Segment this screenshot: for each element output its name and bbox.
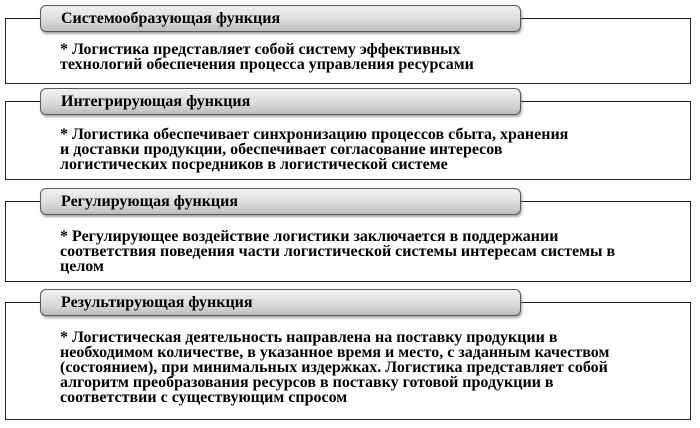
function-title-integrating: Интегрирующая функция	[40, 88, 521, 115]
function-description-system-forming: * Логистика представляет собой систему эффективных технологий обеспечения процесса управления ресурсами	[60, 41, 474, 73]
function-title-resulting: Результирующая функция	[40, 289, 521, 316]
function-description-integrating: * Логистика обеспечивает синхронизацию процессов сбыта, хранения и доставки продукции, обеспечивает согласование интересов логистических посредников в логистической системе	[60, 126, 569, 173]
function-description-regulating: * Регулирующее воздействие логистики заключается в поддержании соответствия поведения части логистической системы интересам системы в целом	[60, 228, 616, 275]
function-title-regulating: Регулирующая функция	[40, 188, 521, 215]
function-description-resulting: * Логистическая деятельность направлена на поставку продукции в необходимом количестве, в указанное время и место, с заданным качеством (состоянием), при минимальных издержках. Логистика представляет собой алгоритм преобразования ресурсов в поставку готовой продукции в соответствии с существующим спросом	[60, 329, 610, 406]
function-title-system-forming: Системообразующая функция	[40, 5, 521, 32]
